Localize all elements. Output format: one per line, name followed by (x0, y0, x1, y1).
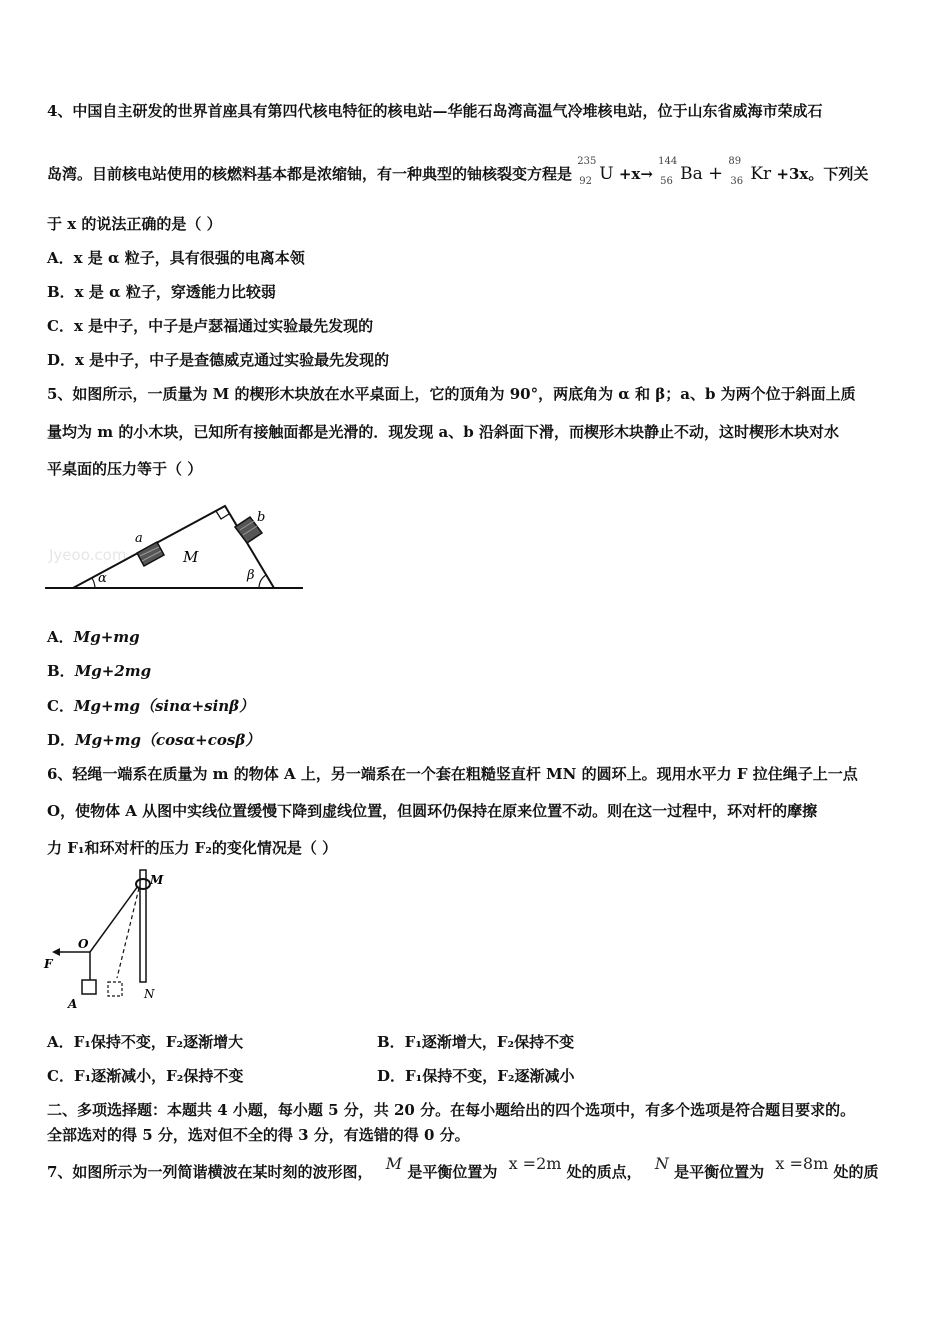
section2-line2: 全部选对的得 5 分，选对但不全的得 3 分，有选错的得 0 分。 (47, 1126, 470, 1144)
object-A-solid (82, 980, 96, 994)
q5-option-c-text: Mg+mg（sinα+sinβ） (73, 697, 255, 715)
rope-dashed (117, 888, 139, 978)
label-alpha: α (98, 571, 107, 586)
q6-option-d[interactable]: D．F₁保持不变，F₂逐渐减小 (377, 1067, 575, 1085)
q4-line1: 4、中国自主研发的世界首座具有第四代核电特征的核电站—华能石岛湾高温气冷堆核电站，位于山东省威海市荣成石 (47, 102, 823, 120)
q7-mid1: 是平衡位置为 (407, 1163, 498, 1181)
barium-mass-number: 144 (658, 156, 678, 167)
object-A-dashed (108, 982, 122, 996)
q5-option-b-label: B． (47, 662, 75, 680)
alpha-arc (92, 578, 95, 588)
q5-line3: 平桌面的压力等于（ ） (47, 460, 203, 478)
q7-M: M (385, 1154, 403, 1173)
q7-mid2: 处的质点， (566, 1163, 642, 1181)
vertical-rod-MN (140, 870, 146, 982)
q7-N: N (654, 1154, 669, 1173)
label-a: a (135, 531, 143, 546)
krypton-atomic-number: 36 (730, 176, 744, 187)
beta-arc (259, 575, 266, 588)
barium-nuclide (658, 156, 703, 187)
q6-line2: O，使物体 A 从图中实线位置缓慢下降到虚线位置，但圆环仍保持在原来位置不动。则在这一过程中，环对杆的摩擦 (47, 802, 818, 820)
q4-option-a[interactable]: A．x 是 α 粒子，具有很强的电离本领 (47, 249, 305, 267)
label-A: A (68, 997, 78, 1011)
label-F: F (44, 957, 53, 971)
plus-x-arrow: +x→ (618, 165, 653, 183)
q7-prefix: 7、如图所示为一列简谐横波在某时刻的波形图， (47, 1163, 373, 1181)
q7-suffix: 处的质 (833, 1163, 879, 1181)
q6-option-c[interactable]: C．F₁逐渐减小，F₂保持不变 (47, 1067, 244, 1085)
right-angle-mark (216, 511, 229, 519)
q4-option-c[interactable]: C．x 是中子，中子是卢瑟福通过实验最先发现的 (47, 317, 374, 335)
krypton-mass-number: 89 (728, 156, 742, 167)
q5-option-c-label: C． (47, 697, 74, 715)
q4-line2-prefix: 岛湾。目前核电站使用的核燃料基本都是浓缩铀，有一种典型的铀核裂变方程是 (47, 165, 573, 183)
q7-line1 (47, 1154, 879, 1182)
uranium-nuclide (577, 156, 614, 187)
label-beta: β (247, 568, 255, 583)
wedge-figure (45, 494, 310, 594)
q5-option-d[interactable] (47, 730, 260, 750)
uranium-symbol: U (599, 164, 614, 184)
label-N-rod: N (144, 987, 155, 1001)
label-O: O (78, 937, 89, 951)
q4-line2 (47, 156, 869, 187)
q5-option-a-text: Mg+mg (73, 628, 140, 646)
q4-option-d[interactable]: D．x 是中子，中子是查德威克通过实验最先发现的 (47, 351, 390, 369)
q5-option-b[interactable] (47, 661, 151, 681)
q7-mid3: 是平衡位置为 (674, 1163, 765, 1181)
barium-atomic-number: 56 (660, 176, 673, 187)
q6-line1: 6、轻绳一端系在质量为 m 的物体 A 上，另一端系在一个套在粗糙竖直杆 MN 的圆环上。现用水平力 F 拉住绳子上一点 (47, 765, 858, 783)
barium-symbol: Ba (680, 164, 703, 184)
q5-option-d-label: D． (47, 731, 76, 749)
arrow-head-icon (52, 948, 60, 956)
label-M-rod: M (150, 873, 164, 887)
q7-xM: x =2m (508, 1154, 562, 1173)
watermark-text: Jyeoo.com (49, 546, 127, 564)
krypton-nuclide (728, 156, 772, 187)
q5-option-c[interactable] (47, 696, 254, 716)
q5-option-d-text: Mg+mg（cosα+cosβ） (75, 731, 261, 749)
q5-option-b-text: Mg+2mg (74, 662, 152, 680)
ring (136, 879, 150, 889)
q5-option-a[interactable] (47, 627, 140, 647)
plus-sign: + (708, 163, 724, 184)
rope-ring-figure (42, 868, 182, 1018)
q5-line2: 量均为 m 的小木块，已知所有接触面都是光滑的．现发现 a、b 沿斜面下滑，而楔形木块静止不动，这时楔形木块对水 (47, 423, 839, 441)
q5-line1: 5、如图所示，一质量为 M 的楔形木块放在水平桌面上，它的顶角为 90°，两底角为 α 和 β；a、b 为两个位于斜面上质 (47, 385, 856, 403)
krypton-symbol: Kr (750, 164, 772, 184)
rope-upper-solid (90, 886, 138, 952)
q4-line3: 于 x 的说法正确的是（ ） (47, 215, 222, 233)
uranium-atomic-number: 92 (579, 176, 592, 187)
q4-line2-suffix: +3x。下列关 (776, 165, 869, 183)
label-M: M (183, 548, 199, 566)
q7-xN: x =8m (775, 1154, 829, 1173)
q6-option-a[interactable]: A．F₁保持不变，F₂逐渐增大 (47, 1033, 244, 1051)
q4-option-b[interactable]: B．x 是 α 粒子，穿透能力比较弱 (47, 283, 276, 301)
label-b: b (257, 510, 266, 525)
section2-line1: 二、多项选择题：本题共 4 小题，每小题 5 分，共 20 分。在每小题给出的四个选项中，有多个选项是符合题目要求的。 (47, 1101, 856, 1119)
q5-option-a-label: A． (47, 628, 74, 646)
uranium-mass-number: 235 (577, 156, 597, 167)
q6-option-b[interactable]: B．F₁逐渐增大，F₂保持不变 (377, 1033, 575, 1051)
q6-line3: 力 F₁和环对杆的压力 F₂的变化情况是（ ） (47, 839, 338, 857)
